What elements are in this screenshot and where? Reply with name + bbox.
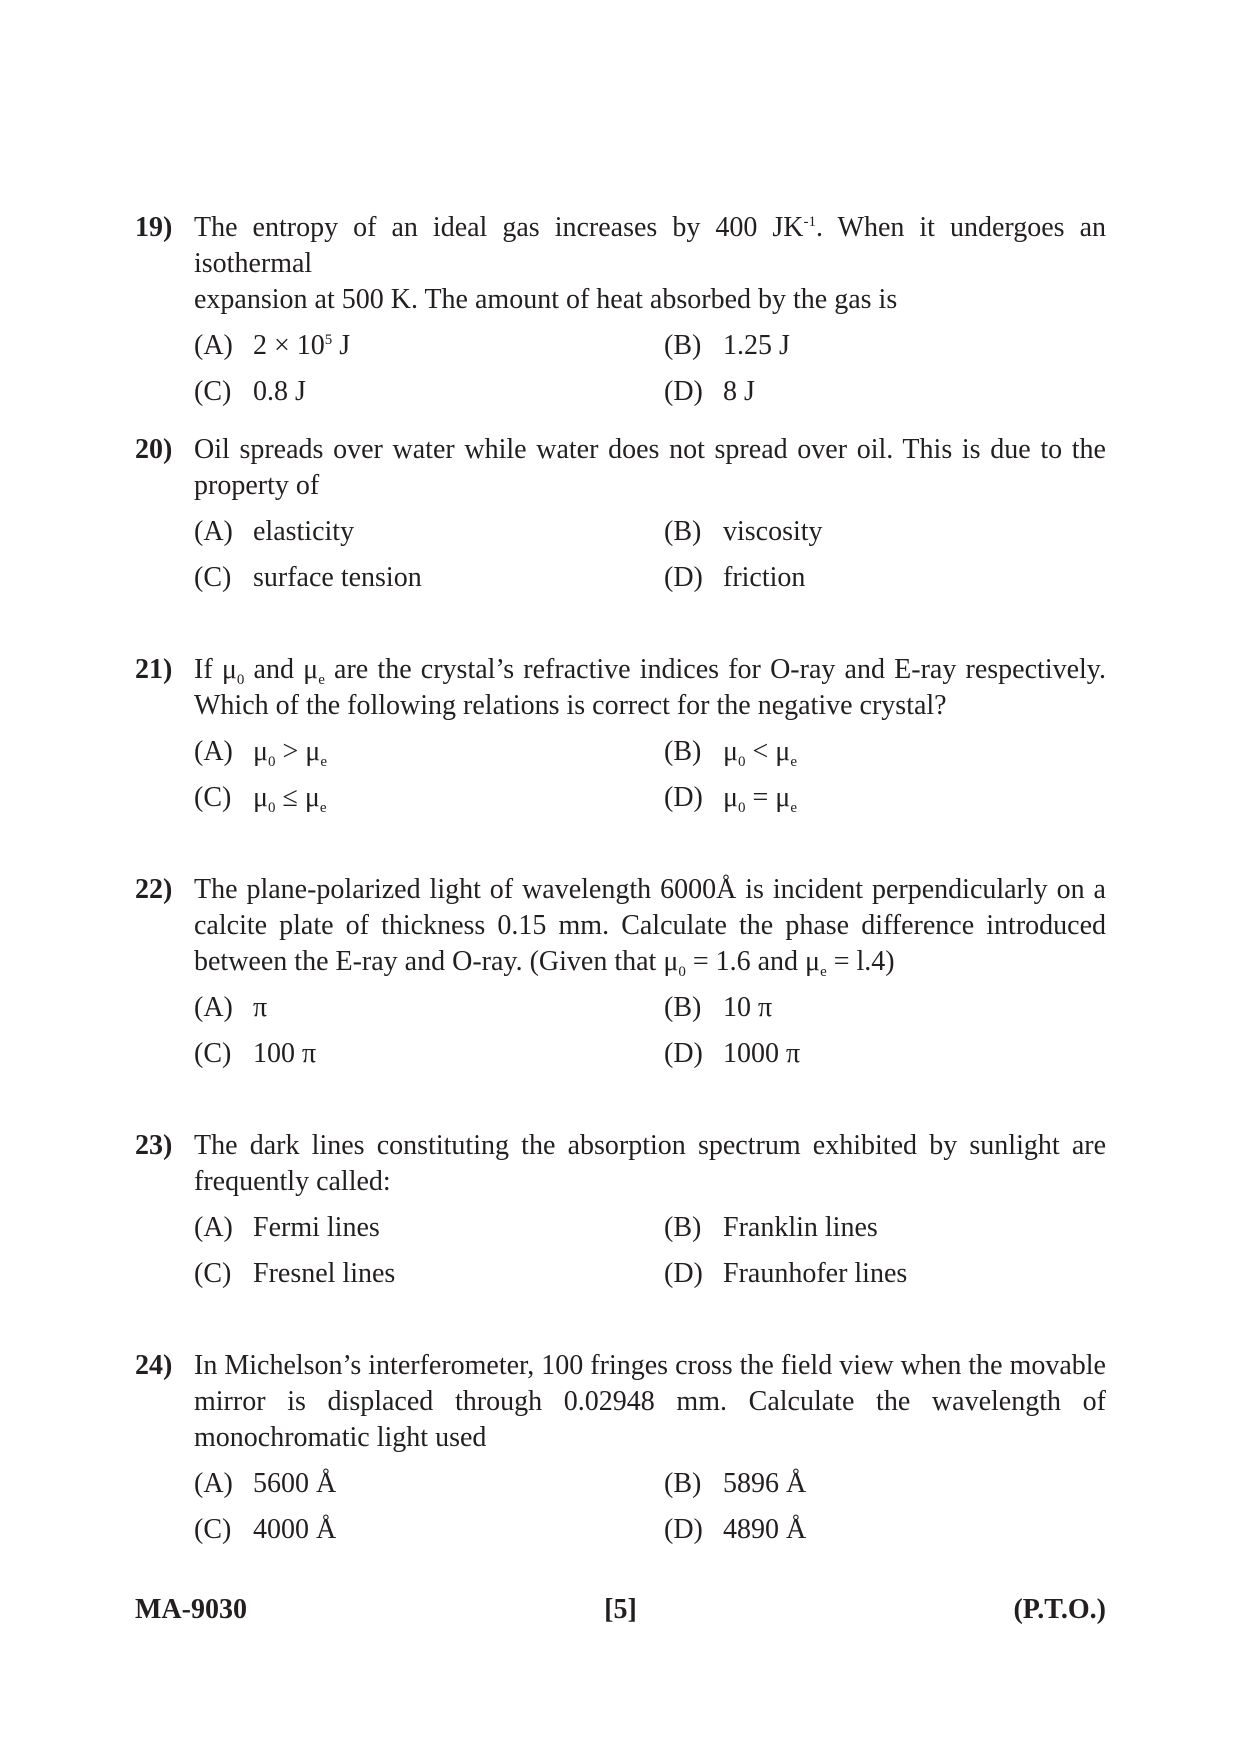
option-label: (C)	[194, 782, 232, 813]
options-grid	[194, 328, 1106, 410]
paper-code: MA-9030	[135, 1594, 247, 1625]
question-line: monochromatic light used	[194, 1422, 487, 1453]
option-label: (D)	[664, 562, 703, 593]
option-text: $\mu_0 \le \mu_e$	[253, 782, 327, 816]
option-text: $\mu_0 > \mu_e$	[253, 736, 327, 770]
option-label: (D)	[664, 1258, 703, 1289]
question-line: In Michelson’s interferometer, 100 fringes cross the field view when the movable	[194, 1350, 1106, 1381]
question-line	[194, 210, 1106, 282]
option-text: 1.25 J	[723, 330, 790, 361]
question-number: 21)	[135, 654, 173, 685]
question-24	[135, 1348, 1106, 1548]
question-line: property of	[194, 470, 320, 501]
question-19	[135, 210, 1106, 410]
question-line: The dark lines constituting the absorption spectrum exhibited by sunlight are	[194, 1130, 1106, 1161]
question-line: The plane-polarized light of wavelength 6000Å is incident perpendicularly on a	[194, 874, 1106, 905]
option-a	[194, 328, 664, 364]
option-text: 5896 Å	[723, 1468, 807, 1499]
option-label: (B)	[664, 1212, 702, 1243]
option-text: 10 π	[723, 992, 773, 1023]
option-label: (A)	[194, 736, 233, 767]
options-grid	[194, 514, 1106, 596]
option-text: 0.8 J	[253, 376, 306, 407]
option-label: (B)	[664, 516, 702, 547]
option-text: 4000 Å	[253, 1514, 337, 1545]
option-d	[664, 1036, 1104, 1072]
option-b	[664, 734, 1104, 770]
option-d	[664, 560, 1104, 596]
question-text	[194, 432, 1106, 504]
question-text	[194, 1348, 1106, 1456]
superscript: -1	[803, 214, 816, 230]
option-text: surface tension	[253, 562, 422, 593]
option-text: Franklin lines	[723, 1212, 878, 1243]
option-text: Fraunhofer lines	[723, 1258, 908, 1289]
question-line: If $\mu_0$ and $\mu_e$ are the crystal’s refractive indices for O-ray and E-ray respectively.	[194, 654, 1106, 688]
option-label: (B)	[664, 736, 702, 767]
question-number: 22)	[135, 874, 173, 905]
option-label: (A)	[194, 992, 233, 1023]
option-text: 8 J	[723, 376, 755, 407]
option-d	[664, 1256, 1104, 1292]
option-text: 4890 Å	[723, 1514, 807, 1545]
question-text	[194, 210, 1106, 318]
page-footer	[135, 1592, 1106, 1628]
option-text: $\mu_0 < \mu_e$	[723, 736, 797, 770]
question-line: Oil spreads over water while water does not spread over oil. This is due to the	[194, 434, 1106, 465]
option-label: (C)	[194, 1514, 232, 1545]
option-label: (C)	[194, 562, 232, 593]
text-run: . When it undergoes an isothermal	[194, 212, 1107, 279]
option-text: $\mu_0 = \mu_e$	[723, 782, 797, 816]
option-c	[194, 1512, 664, 1548]
option-d	[664, 1512, 1104, 1548]
options-grid	[194, 734, 1106, 816]
option-text: π	[253, 992, 268, 1023]
question-21	[135, 652, 1106, 816]
question-line: mirror is displaced through 0.02948 mm. Calculate the wavelength of	[194, 1386, 1106, 1417]
option-d	[664, 780, 1104, 816]
question-number: 23)	[135, 1130, 173, 1161]
option-c	[194, 1256, 664, 1292]
page-number: [5]	[604, 1594, 637, 1625]
option-label: (C)	[194, 1038, 232, 1069]
option-text: 5600 Å	[253, 1468, 337, 1499]
option-label: (A)	[194, 330, 233, 361]
question-line: calcite plate of thickness 0.15 mm. Calculate the phase difference introduced	[194, 910, 1106, 941]
option-c	[194, 780, 664, 816]
option-text: Fermi lines	[253, 1212, 380, 1243]
question-line: expansion at 500 K. The amount of heat absorbed by the gas is	[194, 284, 898, 315]
option-c	[194, 374, 664, 410]
option-c	[194, 560, 664, 596]
option-label: (A)	[194, 1212, 233, 1243]
text-run: The entropy of an ideal gas increases by 400 JK	[194, 212, 804, 243]
option-label: (D)	[664, 1514, 703, 1545]
option-a	[194, 514, 664, 550]
option-label: (D)	[664, 782, 703, 813]
question-22	[135, 872, 1106, 1072]
question-text	[194, 1128, 1106, 1200]
question-line: between the E-ray and O-ray. (Given that $\mu_0 = 1.6$ and $\mu_e = l.4$)	[194, 946, 895, 980]
option-label: (C)	[194, 1258, 232, 1289]
question-line: frequently called:	[194, 1166, 391, 1197]
option-label: (B)	[664, 330, 702, 361]
option-a	[194, 734, 664, 770]
question-text	[194, 872, 1106, 980]
option-b	[664, 1210, 1104, 1246]
option-text: elasticity	[253, 516, 355, 547]
option-label: (D)	[664, 1038, 703, 1069]
options-grid	[194, 1466, 1106, 1548]
option-text: friction	[723, 562, 806, 593]
option-text: Fresnel lines	[253, 1258, 396, 1289]
option-text: $2 \times 10^5$ J	[253, 330, 351, 361]
options-grid	[194, 990, 1106, 1072]
question-text	[194, 652, 1106, 724]
question-20	[135, 432, 1106, 596]
option-label: (A)	[194, 1468, 233, 1499]
option-a	[194, 1210, 664, 1246]
question-23	[135, 1128, 1106, 1292]
option-label: (C)	[194, 376, 232, 407]
option-d	[664, 374, 1104, 410]
option-b	[664, 1466, 1104, 1502]
option-c	[194, 1036, 664, 1072]
option-label: (A)	[194, 516, 233, 547]
option-b	[664, 990, 1104, 1026]
option-b	[664, 328, 1104, 364]
question-line: Which of the following relations is correct for the negative crystal?	[194, 690, 947, 721]
options-grid	[194, 1210, 1106, 1292]
option-label: (B)	[664, 1468, 702, 1499]
option-a	[194, 1466, 664, 1502]
option-text: 100 π	[253, 1038, 317, 1069]
option-text: viscosity	[723, 516, 823, 547]
option-label: (B)	[664, 992, 702, 1023]
please-turn-over: (P.T.O.)	[1013, 1594, 1106, 1625]
question-number: 24)	[135, 1350, 173, 1381]
question-number: 20)	[135, 434, 173, 465]
option-text: 1000 π	[723, 1038, 801, 1069]
option-b	[664, 514, 1104, 550]
option-label: (D)	[664, 376, 703, 407]
question-number: 19)	[135, 212, 173, 243]
option-a	[194, 990, 664, 1026]
